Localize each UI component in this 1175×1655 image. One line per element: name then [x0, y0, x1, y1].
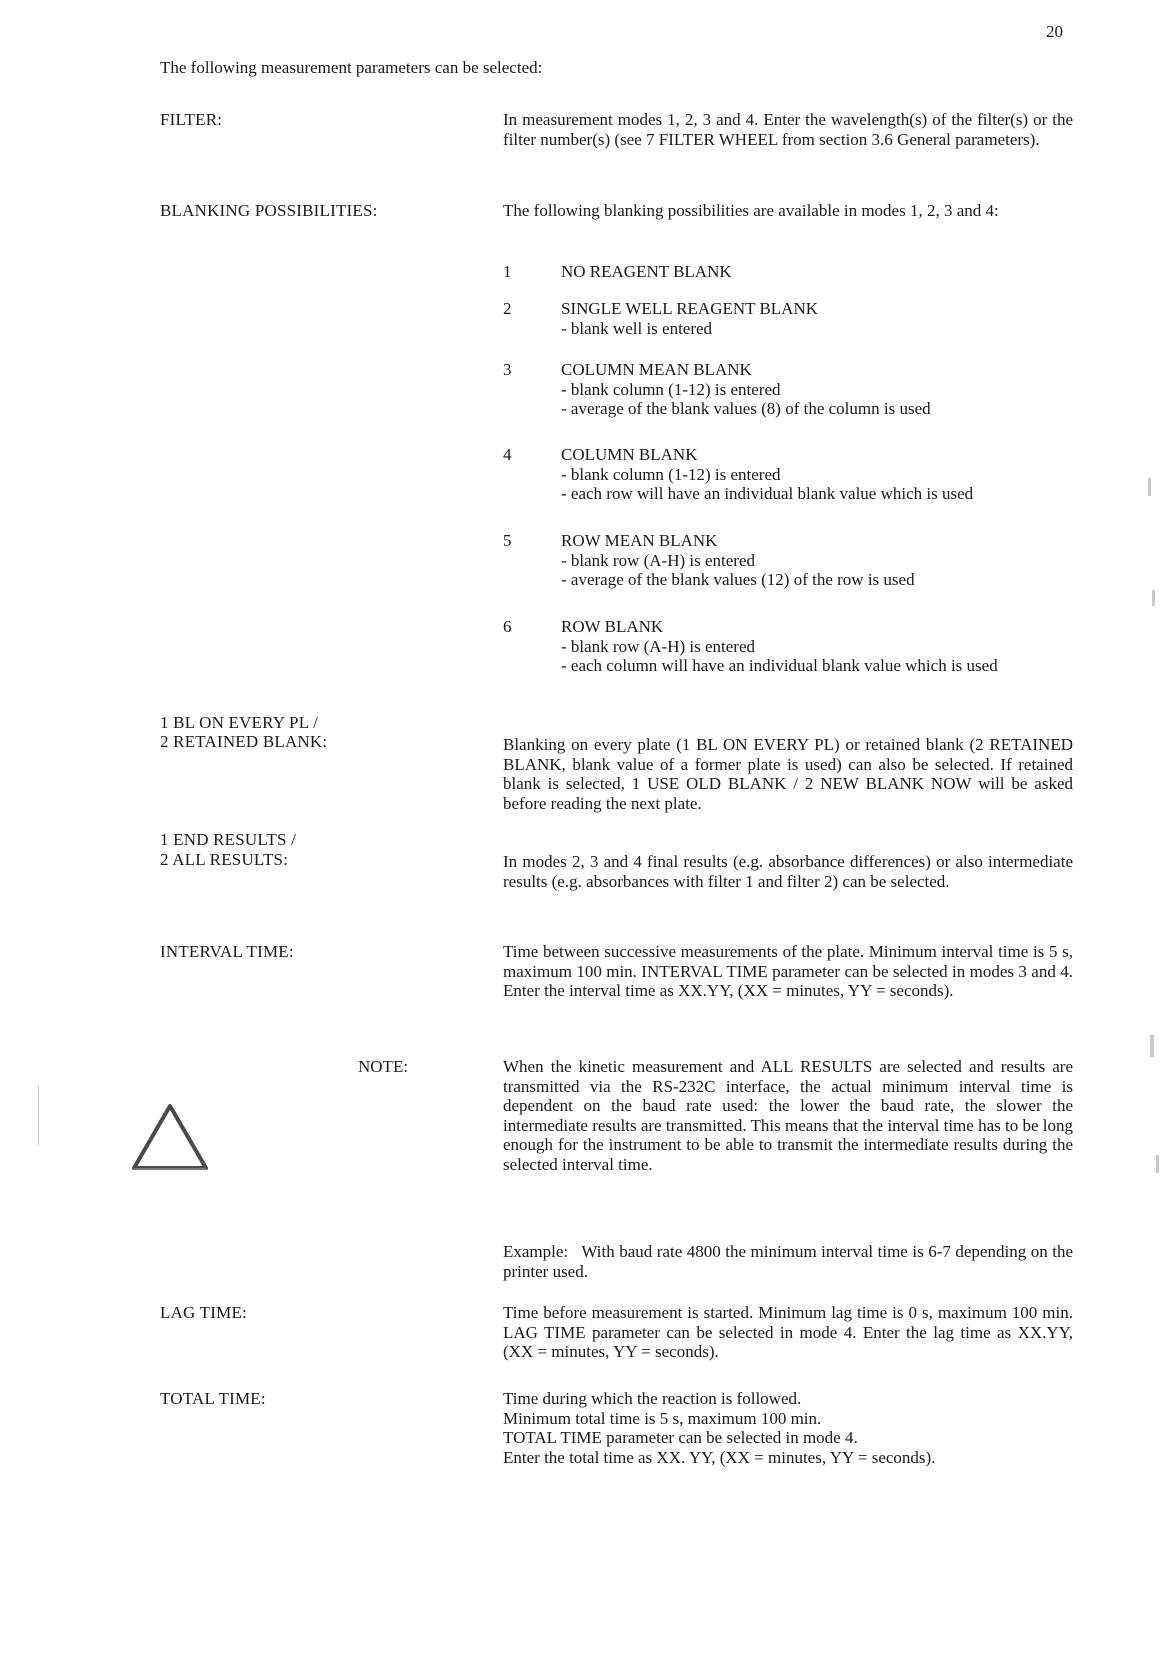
total-line: Minimum total time is 5 s, maximum 100 min.	[503, 1408, 822, 1428]
option-number: 6	[503, 617, 512, 636]
option-number: 2	[503, 299, 512, 318]
retained-description	[503, 735, 1073, 813]
note-description	[503, 1057, 1073, 1174]
option-title: ROW MEAN BLANK	[561, 531, 718, 550]
option-title: SINGLE WELL REAGENT BLANK	[561, 299, 819, 318]
filter-term: FILTER:	[160, 110, 223, 129]
option-line: - blank column (1-12) is entered	[561, 464, 781, 484]
total-line: Time during which the reaction is followed.	[503, 1389, 802, 1408]
total-term: TOTAL TIME:	[160, 1389, 266, 1408]
scan-speck	[1150, 1035, 1154, 1057]
option-title: COLUMN BLANK	[561, 445, 698, 464]
option-title: ROW BLANK	[561, 617, 664, 636]
blanking-term: BLANKING POSSIBILITIES:	[160, 201, 378, 220]
lag-desc-text: Time before measurement is started. Minimum lag time is 0 s, maximum 100 min. LAG TIME parameter can be selected in mode 4. Enter the lag time as XX.YY, (XX = minutes, YY = seconds).	[503, 1303, 1073, 1361]
lag-term: LAG TIME:	[160, 1303, 247, 1322]
scan-speck	[1156, 1155, 1159, 1173]
intro-text: The following measurement parameters can be selected:	[160, 58, 543, 77]
lag-description	[503, 1303, 1073, 1362]
option-line: - each column will have an individual blank value which is used	[561, 656, 998, 675]
option-line: - blank row (A-H) is entered	[561, 636, 756, 656]
retained-desc-text: Blanking on every plate (1 BL ON EVERY PL) or retained blank (2 RETAINED BLANK, blank value of a former plate is used) can also be selected. If retained blank is selected, 1 USE OLD BLANK / 2 NEW BLANK NOW will be asked before reading the next plate.	[503, 735, 1073, 813]
scan-speck	[1148, 478, 1151, 496]
interval-term: INTERVAL TIME:	[160, 942, 294, 961]
scan-speck	[38, 1085, 39, 1145]
results-description	[503, 852, 1073, 891]
option-number: 3	[503, 360, 512, 379]
option-number: 4	[503, 445, 512, 464]
total-description	[503, 1389, 935, 1467]
filter-description	[503, 110, 1073, 149]
option-line: - average of the blank values (12) of the row is used	[561, 570, 915, 589]
interval-desc-text: Time between successive measurements of the plate. Minimum interval time is 5 s, maximum 100 min. INTERVAL TIME parameter can be selected in modes 3 and 4. Enter the interval time as XX.YY, (XX = minutes, YY = seconds).	[503, 942, 1073, 1000]
option-line: - each row will have an individual blank value which is used	[561, 484, 974, 503]
option-number: 1	[503, 262, 512, 281]
results-term-line1: 1 END RESULTS /	[160, 830, 297, 849]
option-line: - blank column (1-12) is entered	[561, 379, 781, 399]
note-example	[503, 1242, 1078, 1281]
option-title: NO REAGENT BLANK	[561, 262, 732, 281]
note-term: NOTE:	[358, 1057, 409, 1076]
results-term-line2: 2 ALL RESULTS:	[160, 850, 289, 869]
retained-term-line1: 1 BL ON EVERY PL /	[160, 713, 319, 732]
total-line: Enter the total time as XX. YY, (XX = minutes, YY = seconds).	[503, 1447, 936, 1467]
note-example-text: Example: With baud rate 4800 the minimum interval time is 6-7 depending on the printer used.	[503, 1242, 1078, 1281]
note-desc-text: When the kinetic measurement and ALL RESULTS are selected and results are transmitted via the RS-232C interface, the actual minimum interval time is dependent on the baud rate used: the lower the baud rate, the slower the intermediate results are transmitted. This means that the interval time has to be long enough for the instrument to be able to transmit the intermediate results during the selected interval time.	[503, 1057, 1073, 1174]
warning-triangle-icon	[128, 1100, 212, 1176]
option-line: - blank row (A-H) is entered	[561, 550, 756, 570]
option-number: 5	[503, 531, 512, 550]
filter-desc-text: In measurement modes 1, 2, 3 and 4. Enter the wavelength(s) of the filter(s) or the filter number(s) (see 7 FILTER WHEEL from section 3.6 General parameters).	[503, 110, 1073, 149]
option-line: - average of the blank values (8) of the column is used	[561, 399, 931, 418]
option-line: - blank well is entered	[561, 318, 713, 338]
total-line: TOTAL TIME parameter can be selected in mode 4.	[503, 1428, 858, 1447]
blanking-description	[503, 201, 1073, 221]
blanking-desc-text: The following blanking possibilities are available in modes 1, 2, 3 and 4:	[503, 201, 999, 220]
page-number: 20	[1046, 22, 1063, 41]
interval-description	[503, 942, 1073, 1001]
option-title: COLUMN MEAN BLANK	[561, 360, 752, 379]
scan-speck	[1152, 590, 1155, 606]
results-desc-text: In modes 2, 3 and 4 final results (e.g. absorbance differences) or also intermediate results (e.g. absorbances with filter 1 and filter 2) can be selected.	[503, 852, 1073, 891]
retained-term-line2: 2 RETAINED BLANK:	[160, 732, 328, 751]
